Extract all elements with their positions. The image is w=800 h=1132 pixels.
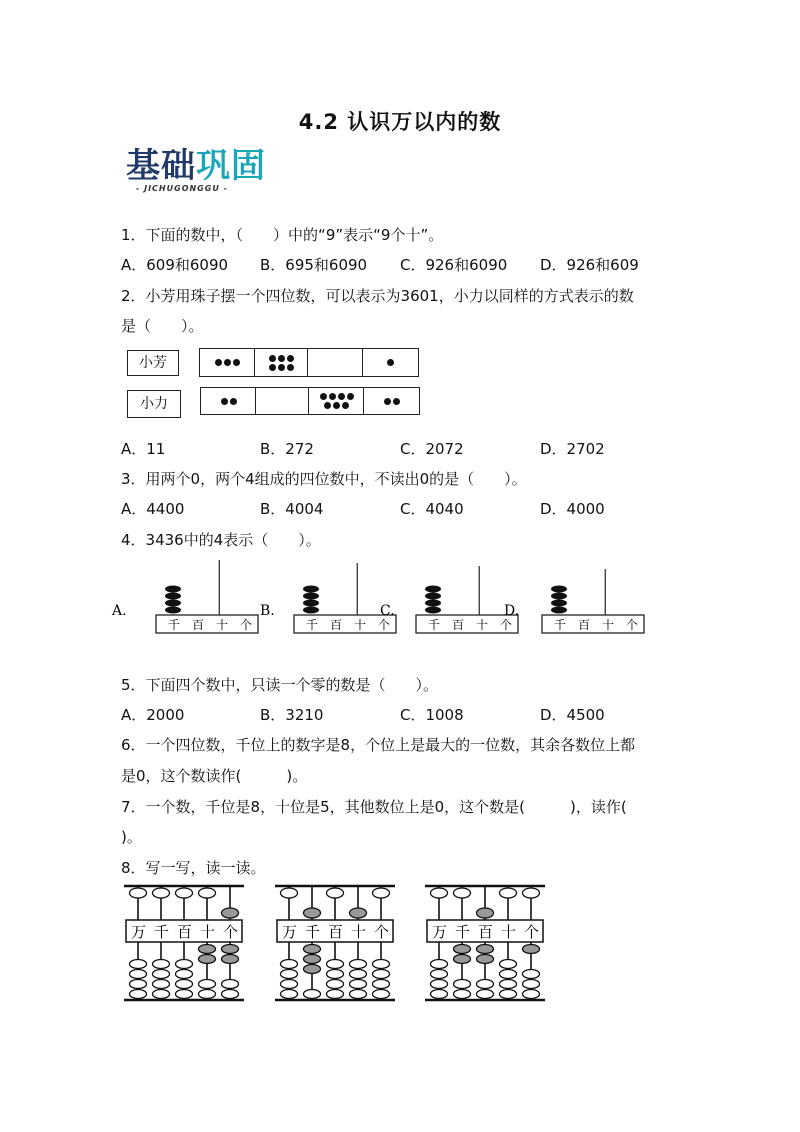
bead-dot: [333, 402, 340, 409]
banner-text-dark: 基础: [126, 146, 196, 186]
bead-cell: [200, 349, 255, 376]
place-label: 百: [578, 618, 591, 632]
lower-bead: [199, 945, 216, 954]
bead-dot: [221, 398, 228, 405]
q2-option-d[interactable]: D．2702: [540, 440, 605, 458]
lower-bead: [500, 990, 517, 999]
place-label: 百: [192, 618, 205, 632]
q8-abacus-group: [120, 882, 560, 1010]
counter-bead: [165, 607, 181, 614]
bead-dot: [393, 398, 400, 405]
q6-stem-line1: 6．一个四位数，千位上的数字是8，个位上是最大的一位数，其余各数位上都: [121, 736, 636, 754]
q2-option-a[interactable]: A．11: [121, 440, 166, 458]
lower-bead: [199, 990, 216, 999]
abacus-place-label: 千: [455, 923, 471, 941]
place-label: 十: [216, 618, 229, 632]
lower-bead: [304, 945, 321, 954]
lower-bead: [431, 970, 448, 979]
lower-bead: [304, 990, 321, 999]
counter-bead: [303, 593, 319, 600]
bead-cell: [309, 388, 364, 414]
q2-row2-name: 小力: [127, 390, 181, 418]
abacus-place-label: 千: [305, 923, 321, 941]
q1-option-d[interactable]: D．926和609: [540, 256, 639, 274]
q3-option-c[interactable]: C．4040: [400, 500, 464, 518]
place-label: 千: [554, 618, 567, 632]
upper-bead: [281, 888, 298, 898]
q7-stem-line2: )。: [121, 828, 142, 846]
q2-row1-name: 小芳: [127, 350, 179, 376]
bead-dot: [287, 355, 294, 362]
place-label: 千: [306, 618, 319, 632]
counter-bead: [551, 593, 567, 600]
lower-bead: [350, 990, 367, 999]
lower-bead: [500, 970, 517, 979]
counter-bead: [425, 586, 441, 593]
abacus-place-label: 万: [432, 923, 448, 941]
lower-bead: [222, 990, 239, 999]
counter-bead: [425, 600, 441, 607]
place-label: 千: [168, 618, 181, 632]
q2-option-c[interactable]: C．2072: [400, 440, 464, 458]
upper-bead: [222, 908, 239, 918]
lower-bead: [477, 980, 494, 989]
abacus-place-label: 十: [351, 923, 367, 941]
q4-option-letter[interactable]: A.: [112, 603, 127, 619]
lower-bead: [327, 970, 344, 979]
upper-bead: [431, 888, 448, 898]
place-label: 个: [500, 618, 513, 632]
q7-stem-line1: 7．一个数，千位是8，十位是5，其他数位上是0，这个数是( )，读作(: [121, 798, 627, 816]
upper-bead: [373, 888, 390, 898]
q4-counter-options: [110, 555, 650, 645]
page-title: 4.2 认识万以内的数: [298, 110, 502, 134]
place-label: 百: [330, 618, 343, 632]
lower-bead: [350, 980, 367, 989]
lower-bead: [454, 990, 471, 999]
lower-bead: [477, 955, 494, 964]
place-label: 个: [626, 618, 639, 632]
q5-option-c[interactable]: C．1008: [400, 706, 464, 724]
bead-cell: [256, 388, 309, 414]
lower-bead: [477, 945, 494, 954]
banner-subtitle: - JICHUGONGGU -: [136, 184, 228, 193]
lower-bead: [199, 980, 216, 989]
lower-bead: [500, 980, 517, 989]
q5-option-b[interactable]: B．3210: [260, 706, 324, 724]
lower-bead: [523, 970, 540, 979]
q5-option-a[interactable]: A．2000: [121, 706, 185, 724]
lower-bead: [373, 990, 390, 999]
place-label: 千: [428, 618, 441, 632]
bead-dot: [278, 355, 285, 362]
abacus-place-label: 千: [154, 923, 170, 941]
bead-cell: [363, 349, 418, 376]
lower-bead: [176, 980, 193, 989]
q3-stem: 3．用两个0，两个4组成的四位数中，不读出0的是（ ）。: [121, 470, 527, 488]
q1-option-a[interactable]: A．609和6090: [121, 256, 229, 274]
q4-option-letter[interactable]: B.: [260, 603, 275, 619]
bead-dot: [338, 393, 345, 400]
bead-dot: [215, 359, 222, 366]
lower-bead: [130, 960, 147, 969]
bead-dot: [342, 402, 349, 409]
q3-option-a[interactable]: A．4400: [121, 500, 185, 518]
abacus-place-label: 个: [223, 923, 239, 941]
upper-bead: [454, 888, 471, 898]
abacus-place-label: 万: [282, 923, 298, 941]
lower-bead: [350, 970, 367, 979]
lower-bead: [454, 945, 471, 954]
place-label: 十: [354, 618, 367, 632]
q4-option-letter[interactable]: D.: [504, 603, 520, 619]
counter-bead: [551, 586, 567, 593]
bead-dot: [387, 359, 394, 366]
counter-bead: [551, 607, 567, 614]
q4-stem: 4．3436中的4表示（ ）。: [121, 531, 321, 549]
lower-bead: [431, 980, 448, 989]
upper-bead: [350, 908, 367, 918]
place-label: 个: [378, 618, 391, 632]
q1-stem: 1．下面的数中，（ ）中的“9”表示“9个十”。: [121, 226, 444, 244]
q1-option-b[interactable]: B．695和6090: [260, 256, 368, 274]
lower-bead: [523, 945, 540, 954]
lower-bead: [281, 970, 298, 979]
abacus-place-label: 百: [478, 923, 494, 941]
bead-dot: [269, 364, 276, 371]
q2-stem-line2: 是（ ）。: [121, 317, 204, 335]
q5-option-d[interactable]: D．4500: [540, 706, 605, 724]
banner-text-teal: 巩固: [196, 146, 266, 186]
lower-bead: [130, 980, 147, 989]
bead-dot: [224, 359, 231, 366]
q2-row2-bead-grid: [200, 387, 420, 415]
bead-dot: [329, 393, 336, 400]
lower-bead: [431, 960, 448, 969]
counter-bead: [303, 607, 319, 614]
place-label: 十: [476, 618, 489, 632]
q1-option-c[interactable]: C．926和6090: [400, 256, 508, 274]
counter-bead: [425, 607, 441, 614]
counter-bead: [551, 600, 567, 607]
lower-bead: [222, 980, 239, 989]
q2-row1-bead-grid: [199, 348, 419, 377]
lower-bead: [304, 965, 321, 974]
upper-bead: [176, 888, 193, 898]
lower-bead: [500, 960, 517, 969]
bead-dot: [324, 402, 331, 409]
abacus-place-label: 个: [524, 923, 540, 941]
upper-bead: [477, 908, 494, 918]
q4-option-letter[interactable]: C.: [380, 603, 395, 619]
lower-bead: [281, 960, 298, 969]
lower-bead: [327, 990, 344, 999]
lower-bead: [281, 990, 298, 999]
counter-bead: [303, 586, 319, 593]
lower-bead: [431, 990, 448, 999]
lower-bead: [350, 960, 367, 969]
bead-dot: [320, 393, 327, 400]
q2-stem-line1: 2．小芳用珠子摆一个四位数，可以表示为3601，小力以同样的方式表示的数: [121, 287, 634, 305]
lower-bead: [304, 955, 321, 964]
bead-dot: [384, 398, 391, 405]
lower-bead: [130, 990, 147, 999]
lower-bead: [523, 990, 540, 999]
lower-bead: [523, 980, 540, 989]
abacus: [275, 886, 395, 1000]
counter-bead: [425, 593, 441, 600]
section-banner: [126, 148, 266, 193]
bead-cell: [364, 388, 419, 414]
lower-bead: [373, 980, 390, 989]
q6-stem-line2: 是0，这个数读作( )。: [121, 767, 308, 785]
counter-bead: [165, 600, 181, 607]
abacus-place-label: 万: [131, 923, 147, 941]
lower-bead: [373, 960, 390, 969]
lower-bead: [153, 980, 170, 989]
lower-bead: [327, 960, 344, 969]
bead-dot: [278, 364, 285, 371]
upper-bead: [130, 888, 147, 898]
q5-stem: 5．下面四个数中，只读一个零的数是（ ）。: [121, 676, 439, 694]
lower-bead: [199, 955, 216, 964]
q3-option-d[interactable]: D．4000: [540, 500, 605, 518]
lower-bead: [222, 955, 239, 964]
lower-bead: [176, 990, 193, 999]
upper-bead: [327, 888, 344, 898]
bead-dot: [347, 393, 354, 400]
upper-bead: [199, 888, 216, 898]
abacus: [124, 886, 244, 1000]
place-label: 个: [240, 618, 253, 632]
lower-bead: [153, 970, 170, 979]
bead-dot: [287, 364, 294, 371]
lower-bead: [454, 980, 471, 989]
lower-bead: [176, 970, 193, 979]
lower-bead: [477, 990, 494, 999]
upper-bead: [523, 888, 540, 898]
abacus-place-label: 十: [200, 923, 216, 941]
abacus-place-label: 百: [177, 923, 193, 941]
counter-bead: [303, 600, 319, 607]
bead-dot: [230, 398, 237, 405]
lower-bead: [281, 980, 298, 989]
upper-bead: [304, 908, 321, 918]
place-label: 百: [452, 618, 465, 632]
bead-cell: [308, 349, 363, 376]
lower-bead: [373, 970, 390, 979]
upper-bead: [153, 888, 170, 898]
lower-bead: [222, 945, 239, 954]
bead-cell: [201, 388, 256, 414]
q2-option-b[interactable]: B．272: [260, 440, 314, 458]
abacus-place-label: 个: [374, 923, 390, 941]
lower-bead: [153, 990, 170, 999]
abacus: [425, 886, 545, 1000]
bead-dot: [269, 355, 276, 362]
lower-bead: [130, 970, 147, 979]
place-label: 十: [602, 618, 615, 632]
bead-cell: [255, 349, 308, 376]
abacus-place-label: 十: [501, 923, 517, 941]
counter-bead: [165, 593, 181, 600]
bead-dot: [233, 359, 240, 366]
lower-bead: [327, 980, 344, 989]
counter-bead: [165, 586, 181, 593]
q8-stem: 8．写一写，读一读。: [121, 859, 266, 877]
q3-option-b[interactable]: B．4004: [260, 500, 324, 518]
lower-bead: [454, 955, 471, 964]
lower-bead: [176, 960, 193, 969]
lower-bead: [153, 960, 170, 969]
upper-bead: [500, 888, 517, 898]
abacus-place-label: 百: [328, 923, 344, 941]
